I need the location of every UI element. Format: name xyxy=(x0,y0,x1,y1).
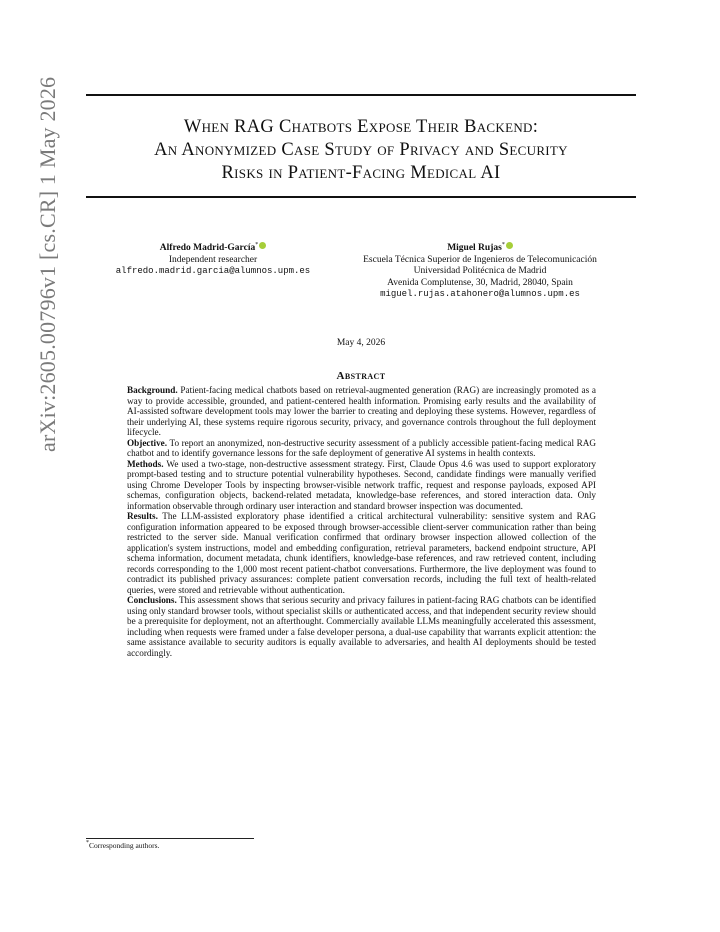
author-block-1 xyxy=(86,240,340,278)
author-email[interactable]: miguel.rujas.atahonero@alumnos.upm.es xyxy=(380,289,580,300)
orcid-icon[interactable] xyxy=(259,242,266,249)
title-bottom-rule xyxy=(86,196,636,198)
abstract-heading: Abstract xyxy=(336,370,386,382)
paragraph-text: This assessment shows that serious security and privacy failures in patient-facing RAG chatbots can be identified using only standard browser tools, without specialist skills or authenticated access, and that independent security review should be a prerequisite for deployment, not an afterthought. Commercially available LLMs meaningfully accelerated this assessment, including when requests were framed under a false developer persona, a dual-use capability that warrants explicit attention: the same assistance available to security auditors is equally available to adversaries, and health AI deployments should be tested accordingly. xyxy=(127,595,596,658)
abstract-body xyxy=(127,385,596,658)
paragraph-text: Patient-facing medical chatbots based on retrieval-augmented generation (RAG) are increasingly promoted as a way to provide accessible, grounded, and patient-centered health information. Promising early results and the availability of AI-assisted software development tools may lower the barrier to creating and deploying these systems. However, regardless of their underlying AI, these systems require rigorous security, privacy, and governance controls throughout the full deployment lifecycle. xyxy=(127,385,597,437)
title-line: When RAG Chatbots Expose Their Backend: xyxy=(183,117,539,137)
footnote-mark: * xyxy=(86,840,89,846)
author-affiliation: Avenida Complutense, 30, Madrid, 28040, Spain xyxy=(387,277,573,288)
paragraph-text: To report an anonymized, non-destructive security assessment of a publicly accessible patient-facing medical RAG chatbot and to identify governance lessons for the safe deployment of generative AI systems in health contexts. xyxy=(127,437,596,458)
paragraph-label: Background. xyxy=(127,385,178,395)
abstract-paragraph-objective xyxy=(127,438,596,459)
title-top-rule xyxy=(86,94,636,96)
author-affiliation: Escuela Técnica Superior de Ingenieros de Telecomunicación xyxy=(363,254,597,265)
paper-date: May 4, 2026 xyxy=(336,338,386,348)
footnote xyxy=(86,840,159,850)
paragraph-label: Results. xyxy=(127,511,158,521)
abstract-paragraph-conclusions xyxy=(127,595,596,658)
footnote-rule xyxy=(86,838,254,839)
author-email[interactable]: alfredo.madrid.garcia@alumnos.upm.es xyxy=(115,266,311,277)
arxiv-identifier: arXiv:2605.00796v1 [cs.CR] 1 May 2026 xyxy=(35,76,60,452)
author-affiliation: Independent researcher xyxy=(168,254,258,265)
paper-title xyxy=(86,116,636,185)
abstract-paragraph-methods xyxy=(127,459,596,512)
title-line: An Anonymized Case Study of Privacy and Security xyxy=(154,140,568,160)
title-line: Risks in Patient-Facing Medical AI xyxy=(221,163,501,183)
abstract-paragraph-background xyxy=(127,385,596,438)
paragraph-text: We used a two-stage, non-destructive assessment strategy. First, Claude Opus 4.6 was used to support exploratory prompt-based testing and to structure potential vulnerability hypotheses. Second, candidate findings were manually verified using Chrome Developer Tools by inspecting browser-visible network traffic, request and response payloads, exposed API schemas, configuration objects, backend-related metadata, knowledge-base references, and stored interaction data. Only information observable through ordinary user interaction and standard browser inspection was documented. xyxy=(127,458,596,511)
footnote-text: Corresponding authors. xyxy=(89,841,160,850)
corresponding-mark: * xyxy=(255,242,259,248)
paragraph-label: Conclusions. xyxy=(127,595,177,605)
paragraph-label: Methods. xyxy=(127,458,164,469)
author-name: Alfredo Madrid-García xyxy=(159,243,256,253)
author-name: Miguel Rujas xyxy=(447,243,502,253)
author-block-2 xyxy=(330,240,630,301)
paragraph-text: The LLM-assisted exploratory phase identified a critical architectural vulnerability: sensitive system and RAG configuration information appeared to be exposed through browser-accessible client-server communication rather than being restricted to the server side. Manual verification confirmed that ordinary browser inspection allowed collection of the application's system instructions, model and embedding configuration, retrieval parameters, backend endpoint structure, API schema information, document metadata, chunk identifiers, knowledge-base references, and raw retrieved content, including records corresponding to the 1,000 most recent patient-chatbot conversations. Furthermore, the live deployment was found to contradict its published privacy assurances: complete patient conversation records, including the full text of health-related queries, were stored and retrievable without authentication. xyxy=(127,511,596,595)
orcid-icon[interactable] xyxy=(506,242,513,249)
abstract-paragraph-results xyxy=(127,511,596,595)
corresponding-mark: * xyxy=(501,242,505,248)
author-affiliation: Universidad Politécnica de Madrid xyxy=(413,266,547,277)
paragraph-label: Objective. xyxy=(127,437,168,448)
